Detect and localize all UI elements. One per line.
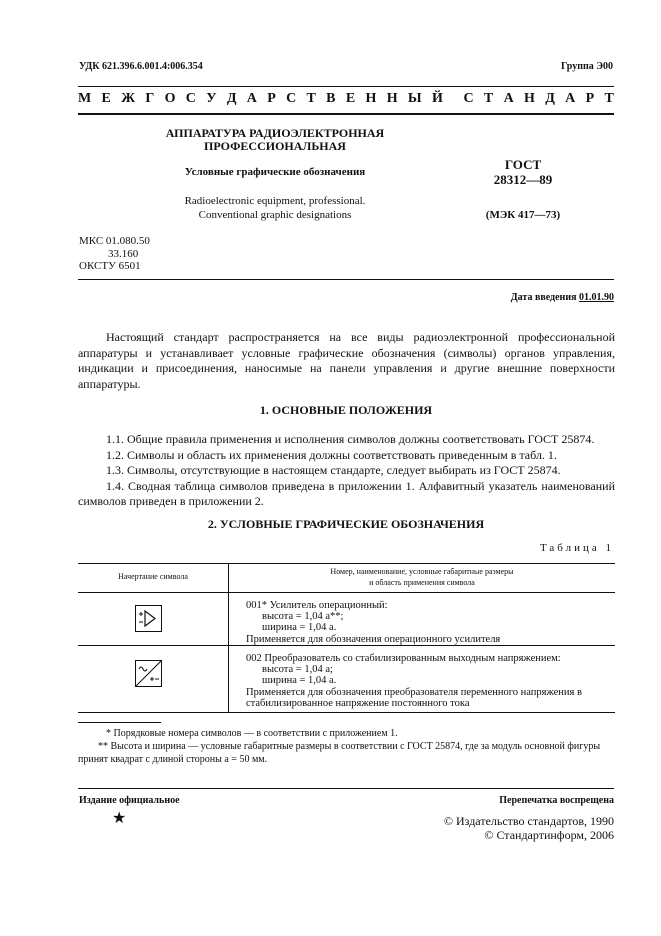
interstate-standard-banner <box>78 91 614 107</box>
symbol-usage: Применяется для обозначения операционного усилителя <box>246 633 501 645</box>
footnote-rule <box>78 722 161 723</box>
gost-designation <box>468 157 578 187</box>
english-title-line-2: Conventional graphic designations <box>198 209 352 221</box>
banner-letter: Д <box>226 91 237 106</box>
banner-letter: С <box>286 91 297 106</box>
footnotes <box>78 728 615 766</box>
banner-letter: Н <box>524 91 535 106</box>
okstu-code: ОКСТУ 6501 <box>79 260 141 272</box>
table-label: Таблица 1 <box>539 542 614 554</box>
row-description <box>232 646 615 713</box>
effective-date <box>511 292 614 303</box>
item-1-1: 1.1. Общие правила применения и исполнения символов должны соответствовать ГОСТ 25874. <box>106 432 595 446</box>
gost-label: ГОСТ <box>504 157 542 172</box>
footnote-1: * Порядковые номера символов — в соответствии с приложением 1. <box>106 728 398 739</box>
mks-code-2: 33.160 <box>108 247 139 260</box>
banner-letter: А <box>246 91 257 106</box>
footer-rule <box>78 788 614 789</box>
col-description-header-line-1: Номер, наименование, условные габаритные размеры <box>330 567 514 576</box>
stabilized-converter-icon <box>135 660 162 687</box>
banner-letter: М <box>78 91 92 106</box>
item-1-2: 1.2. Символы и область их применения должны соответствовать приведенным в табл. 1. <box>106 447 557 462</box>
official-edition: Издание официальное <box>79 795 180 806</box>
reprint-notice: Перепечатка воспрещена <box>499 795 614 806</box>
english-title-line-1: Radioelectronic equipment, professional. <box>184 195 366 207</box>
iec-reference: (МЭК 417—73) <box>485 209 561 221</box>
column-divider <box>228 646 229 712</box>
banner-letter: Н <box>386 91 398 106</box>
symbol-title: 002 Преобразователь со стабилизированным выходным напряжением: <box>246 653 561 664</box>
section-2-heading: 2. УСЛОВНЫЕ ГРАФИЧЕСКИЕ ОБОЗНАЧЕНИЯ <box>207 517 485 531</box>
col-symbol-header: Начертание символа <box>118 572 188 581</box>
banner-letter: Р <box>585 91 595 106</box>
banner-letter: Й <box>431 91 443 106</box>
banner-letter: Т <box>483 91 494 106</box>
banner-letter: А <box>503 91 514 106</box>
top-rule <box>78 86 614 87</box>
udk-code: УДК 621.396.6.001.4:006.354 <box>79 61 203 72</box>
column-divider <box>228 593 229 645</box>
banner-letter: В <box>326 91 336 106</box>
banner-letter: О <box>164 91 176 106</box>
intro-paragraph: Настоящий стандарт распространяется на все виды радиоэлектронной профессиональной аппаратуры и устанавливает условные графические обозначения (символы) органов управления, индикации и присоединения, наносимые на панели управления и другие внешние поверхности аппаратуры. <box>78 330 615 391</box>
title-line-1: АППАРАТУРА РАДИОЭЛЕКТРОННАЯ <box>165 126 385 140</box>
section-1-heading: 1. ОСНОВНЫЕ ПОЛОЖЕНИЯ <box>259 403 433 417</box>
header-rule <box>78 279 614 280</box>
gost-number: 28312—89 <box>493 172 553 187</box>
banner-letter: Т <box>306 91 316 106</box>
english-title <box>130 194 420 222</box>
col-description-header-line-2: и область применения символа <box>369 577 475 587</box>
banner-letter: Р <box>267 91 276 106</box>
banner-letter: Ы <box>407 91 422 106</box>
banner-letter: Г <box>145 91 155 106</box>
col-description-header <box>229 567 615 588</box>
banner-letter: Д <box>545 91 555 106</box>
mks-code-1: МКС 01.080.50 <box>79 235 150 247</box>
group-code: Группа Э00 <box>561 61 613 72</box>
banner-letter: Ж <box>121 91 136 106</box>
banner-letter: С <box>463 91 474 106</box>
table-header <box>78 563 615 593</box>
banner-rule <box>78 113 614 115</box>
row-description <box>232 593 615 649</box>
banner-letter: А <box>565 91 576 106</box>
banner-letter: Е <box>101 91 111 106</box>
symbol-usage: Применяется для обозначения преобразователя переменного напряжения в стабилизированное напряжение постоянного тока <box>246 686 582 709</box>
copyright-2: © Стандартинформ, 2006 <box>484 828 614 842</box>
section-1-items <box>78 432 615 510</box>
copyright-block <box>444 814 614 842</box>
document-subtitle: Условные графические обозначения <box>184 166 366 178</box>
effective-date-value: 01.01.90 <box>579 292 614 303</box>
symbol-height: высота = 1,04 a**; <box>262 611 344 623</box>
banner-letter: Е <box>345 91 356 106</box>
banner-letter: Н <box>365 91 377 106</box>
operational-amplifier-icon <box>135 605 162 632</box>
table-row <box>78 593 615 646</box>
symbol-width: ширина = 1,04 a. <box>262 675 337 687</box>
symbol-height: высота = 1,04 a; <box>262 664 333 676</box>
title-line-2: ПРОФЕССИОНАЛЬНАЯ <box>204 139 346 153</box>
symbols-table <box>78 563 615 713</box>
classification-codes <box>79 235 150 273</box>
symbol-title: 001* Усилитель операционный: <box>246 600 388 611</box>
footnote-2: ** Высота и ширина — условные габаритные размеры в соответствии с ГОСТ 25874, где за модуль основной фигуры принят квадрат с длиной стороны a = 50 мм. <box>78 740 601 765</box>
effective-date-label: Дата введения <box>510 292 577 303</box>
banner-letter: С <box>185 91 196 106</box>
banner-letter: Т <box>604 91 614 106</box>
item-1-4: 1.4. Сводная таблица символов приведена в приложении 1. Алфавитный указатель наименований символов приведен в приложении 2. <box>78 478 615 509</box>
item-1-3: 1.3. Символы, отсутствующие в настоящем стандарте, следует выбирать из ГОСТ 25874. <box>106 463 561 478</box>
table-row <box>78 646 615 713</box>
copyright-1: © Издательство стандартов, 1990 <box>443 814 614 828</box>
document-title <box>130 127 420 153</box>
banner-letter: У <box>206 91 217 106</box>
symbol-width: ширина = 1,04 a. <box>262 622 337 634</box>
star-icon: ★ <box>112 810 127 827</box>
